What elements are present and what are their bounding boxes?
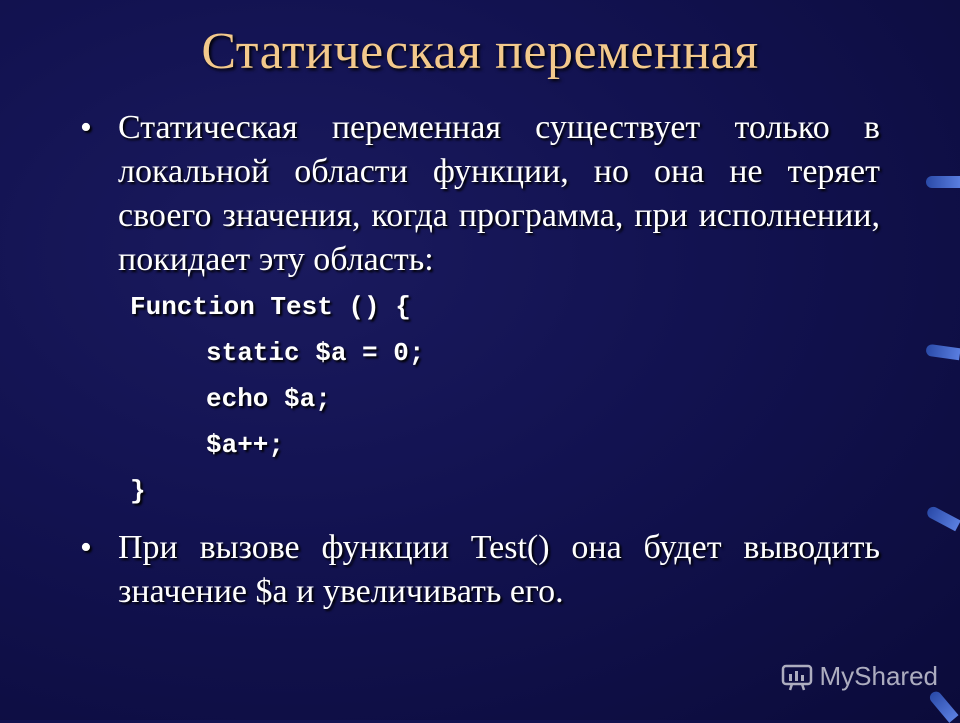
myshared-logo-icon [780,662,814,692]
side-decoration [926,176,960,188]
watermark [780,661,939,692]
side-decoration [925,344,960,361]
code-block [130,288,424,518]
code-line: echo $a; [206,384,331,414]
watermark-text: MyShared [819,661,938,691]
bullet-marker: • [80,109,92,146]
bullet-item-2 [80,526,880,614]
code-line: static $a = 0; [206,338,425,368]
bullet-text: Статическая переменная существует только в локальной области функции, но она не теряет своего значения, когда программа, при исполнении, покидает эту область: [118,109,880,278]
bullet-marker: • [80,529,92,566]
side-decoration [925,505,960,532]
side-decoration [927,689,958,723]
slide-title: Статическая переменная [201,23,759,80]
code-line: Function Test () { [130,292,411,322]
bullet-item-1 [80,106,880,282]
code-line: } [130,476,146,506]
code-line: $a++; [206,430,285,460]
bullet-text: При вызове функции Test() она будет выводить значение $a и увеличивать его. [118,529,880,610]
